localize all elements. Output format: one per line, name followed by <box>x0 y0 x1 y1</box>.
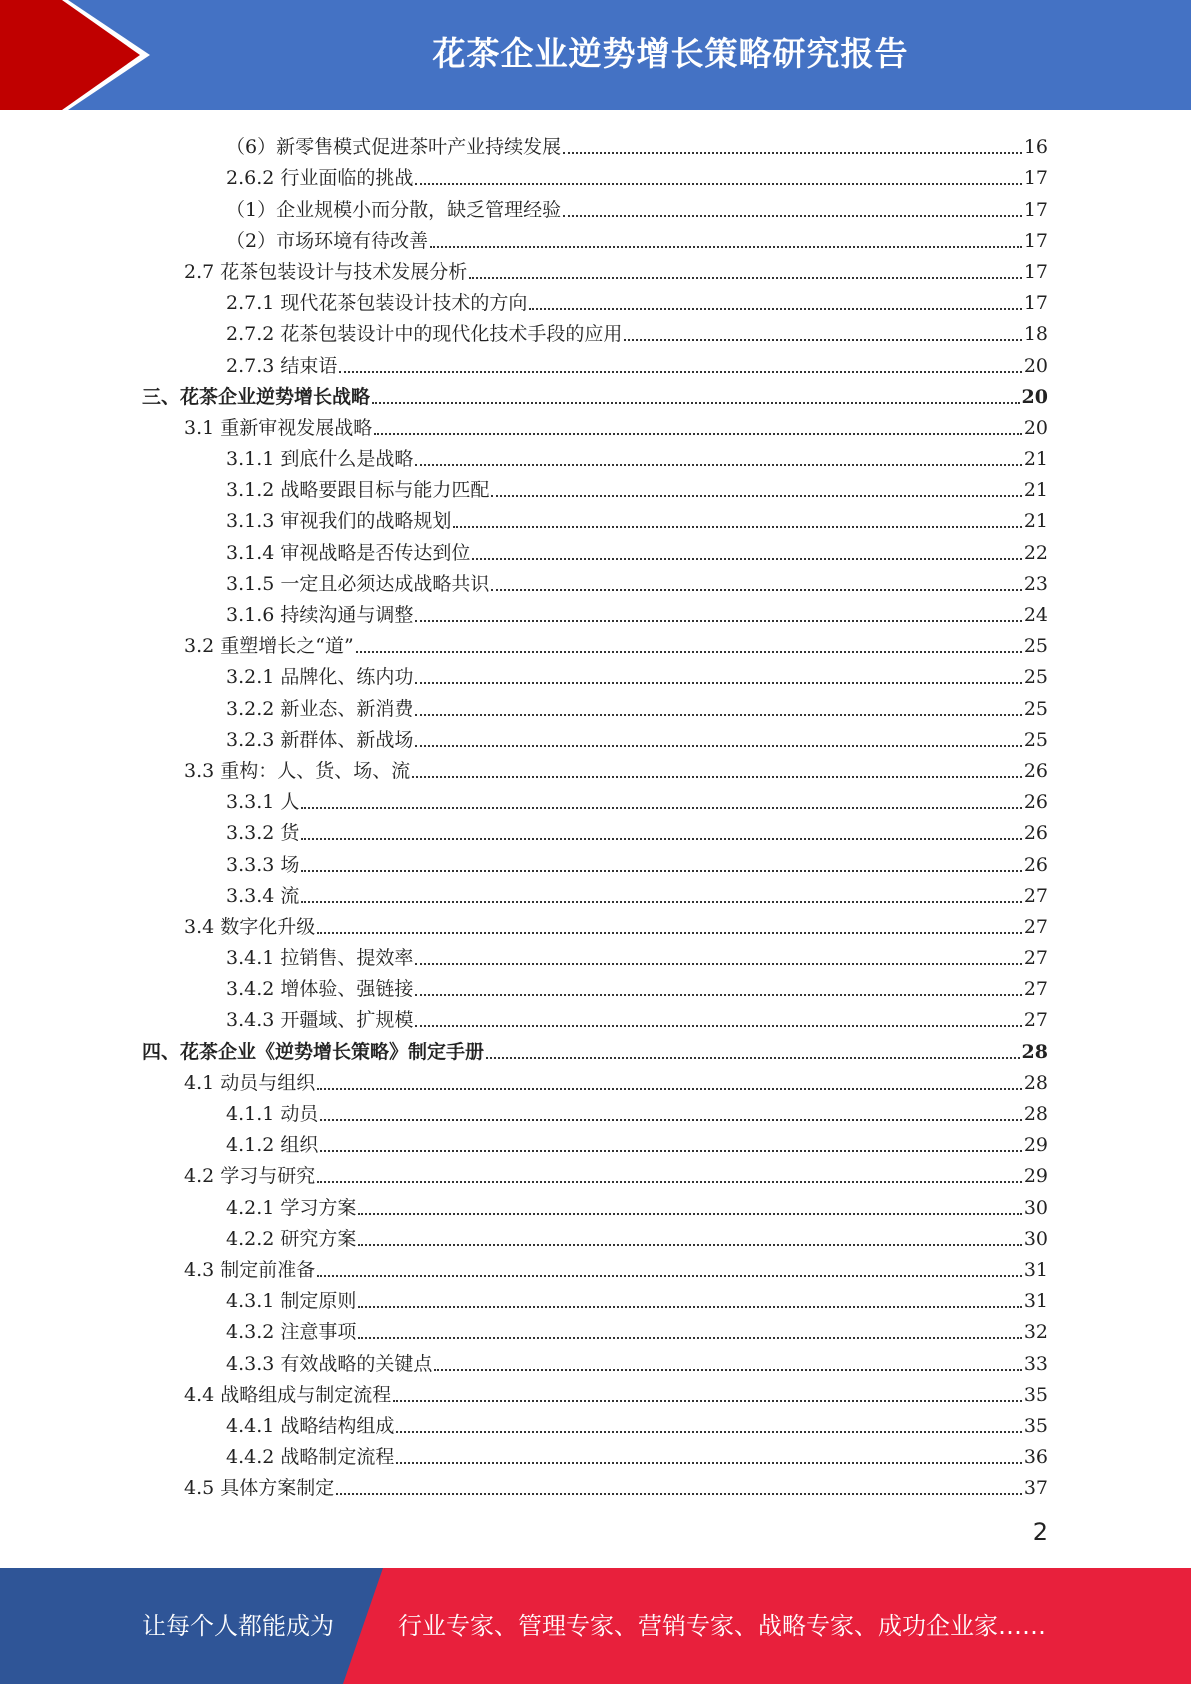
toc-entry-title: 3.4.2 增体验、强链接 <box>226 978 414 1001</box>
toc-dot-leader <box>301 901 1021 903</box>
toc-entry[interactable] <box>0 877 1191 908</box>
toc-entry[interactable] <box>0 1438 1191 1469</box>
toc-entry-page: 17 <box>1023 167 1048 190</box>
toc-entry-title: 4.1.2 组织 <box>226 1134 319 1157</box>
toc-entry-page: 31 <box>1023 1258 1048 1281</box>
toc-entry-page: 28 <box>1021 1040 1048 1063</box>
report-title: 花茶企业逆势增长策略研究报告 <box>432 34 909 73</box>
toc-entry[interactable] <box>0 689 1191 720</box>
toc-entry-page: 20 <box>1023 416 1048 439</box>
toc-entry-title: 2.7.2 花茶包装设计中的现代化技术手段的应用 <box>226 323 623 346</box>
toc-dot-leader <box>415 464 1021 466</box>
toc-entry-title: 4.2.1 学习方案 <box>226 1196 357 1219</box>
toc-entry[interactable] <box>0 190 1191 221</box>
toc-entry[interactable] <box>0 1001 1191 1032</box>
toc-entry[interactable] <box>0 596 1191 627</box>
toc-entry[interactable] <box>0 1220 1191 1251</box>
toc-entry[interactable] <box>0 346 1191 377</box>
toc-entry-title: 3.1 重新审视发展战略 <box>184 416 373 439</box>
toc-dot-leader <box>415 994 1021 996</box>
toc-entry[interactable] <box>0 814 1191 845</box>
toc-dot-leader <box>358 1213 1021 1215</box>
toc-entry-title: 4.3.3 有效战略的关键点 <box>226 1352 433 1375</box>
footer-slogan: 让每个人都能成为 <box>142 1612 334 1640</box>
toc-entry-page: 23 <box>1023 572 1048 595</box>
toc-entry[interactable] <box>0 502 1191 533</box>
toc-dot-leader <box>563 152 1022 154</box>
toc-entry[interactable] <box>0 1251 1191 1282</box>
toc-entry-page: 26 <box>1023 853 1048 876</box>
toc-dot-leader <box>529 308 1021 310</box>
toc-entry[interactable] <box>0 409 1191 440</box>
toc-dot-leader <box>434 1369 1021 1371</box>
toc-entry-page: 22 <box>1023 541 1048 564</box>
toc-dot-leader <box>336 1493 1022 1495</box>
toc-entry-title: 3.2.2 新业态、新消费 <box>226 697 414 720</box>
toc-entry-page: 21 <box>1023 510 1048 533</box>
toc-entry-page: 31 <box>1023 1290 1048 1313</box>
toc-entry[interactable] <box>0 222 1191 253</box>
toc-entry-title: 3.2 重塑增长之“道” <box>184 635 354 658</box>
toc-entry-title: 三、花茶企业逆势增长战略 <box>142 385 371 408</box>
toc-entry[interactable] <box>0 1157 1191 1188</box>
toc-entry-title: 2.7.3 结束语 <box>226 354 338 377</box>
toc-entry-page: 20 <box>1023 354 1048 377</box>
toc-entry-title: 3.3.2 货 <box>226 822 300 845</box>
toc-entry-title: （1）企业规模小而分散，缺乏管理经验 <box>226 198 562 221</box>
toc-entry-page: 35 <box>1023 1414 1048 1437</box>
toc-entry[interactable] <box>0 128 1191 159</box>
toc-dot-leader <box>415 1025 1021 1027</box>
toc-entry-page: 28 <box>1023 1071 1048 1094</box>
toc-entry-title: 4.4.1 战略结构组成 <box>226 1414 395 1437</box>
toc-entry-title: 3.3 重构：人、货、场、流 <box>184 759 411 782</box>
toc-entry-page: 29 <box>1023 1134 1048 1157</box>
toc-dot-leader <box>412 776 1022 778</box>
toc-entry-page: 20 <box>1021 385 1048 408</box>
toc-entry-page: 27 <box>1023 978 1048 1001</box>
toc-dot-leader <box>374 433 1022 435</box>
toc-dot-leader <box>396 1462 1021 1464</box>
toc-dot-leader <box>372 402 1020 404</box>
toc-entry[interactable] <box>0 721 1191 752</box>
toc-entry-page: 27 <box>1023 915 1048 938</box>
toc-entry-title: 4.1.1 动员 <box>226 1103 319 1125</box>
toc-entry-title: （2）市场环境有待改善 <box>226 229 429 252</box>
toc-dot-leader <box>320 1150 1021 1152</box>
toc-entry[interactable] <box>0 315 1191 346</box>
toc-entry-page: 25 <box>1023 728 1048 751</box>
toc-dot-leader <box>339 371 1021 373</box>
toc-entry-page: 28 <box>1023 1103 1048 1125</box>
toc-entry[interactable] <box>0 159 1191 190</box>
toc-entry[interactable] <box>0 908 1191 939</box>
toc-entry-title: 4.3.2 注意事项 <box>226 1321 357 1344</box>
toc-entry-page: 17 <box>1023 292 1048 315</box>
toc-dot-leader <box>469 277 1022 279</box>
toc-dot-leader <box>430 246 1022 248</box>
toc-dot-leader <box>491 495 1021 497</box>
toc-entry-title: 3.3.4 流 <box>226 884 300 907</box>
toc-dot-leader <box>472 558 1021 560</box>
toc-entry-page: 21 <box>1023 448 1048 471</box>
toc-entry[interactable] <box>0 1376 1191 1407</box>
toc-entry-page: 30 <box>1023 1196 1048 1219</box>
toc-entry-title: 3.1.2 战略要跟目标与能力匹配 <box>226 479 490 502</box>
toc-dot-leader <box>491 589 1021 591</box>
toc-entry[interactable] <box>0 1095 1191 1126</box>
toc-dot-leader <box>415 714 1021 716</box>
toc-entry[interactable] <box>0 533 1191 564</box>
toc-entry-page: 26 <box>1023 759 1048 782</box>
toc-dot-leader <box>415 745 1021 747</box>
toc-dot-leader <box>415 963 1021 965</box>
toc-entry-page: 25 <box>1023 697 1048 720</box>
toc-entry-title: 2.7.1 现代花茶包装设计技术的方向 <box>226 292 528 315</box>
toc-entry-page: 32 <box>1023 1321 1048 1344</box>
toc-entry-title: 3.1.1 到底什么是战略 <box>226 448 414 471</box>
toc-entry-title: 2.6.2 行业面临的挑战 <box>226 167 414 190</box>
toc-dot-leader <box>415 620 1021 622</box>
toc-dot-leader <box>358 1337 1021 1339</box>
toc-dot-leader <box>317 1181 1022 1183</box>
toc-entry-title: 4.1 动员与组织 <box>184 1071 316 1094</box>
toc-dot-leader <box>301 870 1021 872</box>
toc-entry-page: 17 <box>1023 229 1048 252</box>
toc-entry[interactable] <box>0 378 1191 409</box>
toc-dot-leader <box>453 526 1021 528</box>
toc-dot-leader <box>563 215 1022 217</box>
toc-entry[interactable] <box>0 471 1191 502</box>
toc-entry[interactable] <box>0 1126 1191 1157</box>
toc-entry-title: 3.3.1 人 <box>226 791 300 814</box>
table-of-contents <box>0 128 1191 1500</box>
toc-entry-title: 2.7 花茶包装设计与技术发展分析 <box>184 260 468 283</box>
toc-entry-page: 37 <box>1023 1477 1048 1500</box>
toc-entry-page: 21 <box>1023 479 1048 502</box>
toc-entry-page: 18 <box>1023 323 1048 346</box>
toc-entry-title: 4.2.2 研究方案 <box>226 1227 357 1250</box>
toc-dot-leader <box>393 1400 1022 1402</box>
toc-dot-leader <box>358 1306 1021 1308</box>
toc-entry-page: 27 <box>1023 1009 1048 1032</box>
toc-entry-page: 16 <box>1023 136 1048 159</box>
toc-entry-title: 3.4.1 拉销售、提效率 <box>226 947 414 970</box>
toc-dot-leader <box>317 1275 1022 1277</box>
toc-entry[interactable] <box>0 752 1191 783</box>
page-number: 2 <box>1032 1518 1048 1546</box>
toc-entry-page: 36 <box>1023 1446 1048 1469</box>
toc-entry[interactable] <box>0 1313 1191 1344</box>
toc-entry-title: （6）新零售模式促进茶叶产业持续发展 <box>226 136 562 159</box>
toc-entry[interactable] <box>0 627 1191 658</box>
toc-entry[interactable] <box>0 1032 1191 1063</box>
toc-entry[interactable] <box>0 1064 1191 1095</box>
toc-dot-leader <box>320 1119 1021 1121</box>
toc-entry-page: 26 <box>1023 822 1048 845</box>
toc-entry-page: 25 <box>1023 635 1048 658</box>
toc-entry-page: 17 <box>1023 198 1048 221</box>
toc-dot-leader <box>356 651 1022 653</box>
toc-dot-leader <box>415 682 1021 684</box>
toc-entry[interactable] <box>0 658 1191 689</box>
toc-entry-title: 3.1.4 审视战略是否传达到位 <box>226 541 471 564</box>
toc-entry-title: 4.3.1 制定原则 <box>226 1290 357 1313</box>
toc-entry[interactable] <box>0 440 1191 471</box>
toc-entry-title: 4.4.2 战略制定流程 <box>226 1446 395 1469</box>
header-arrow-decoration <box>0 0 150 110</box>
toc-entry-page: 27 <box>1023 947 1048 970</box>
toc-entry[interactable] <box>0 1407 1191 1438</box>
toc-entry-page: 25 <box>1023 666 1048 689</box>
toc-dot-leader <box>301 807 1021 809</box>
toc-entry-title: 3.1.5 一定且必须达成战略共识 <box>226 572 490 595</box>
toc-dot-leader <box>624 339 1021 341</box>
page-footer <box>0 1568 1191 1684</box>
toc-entry-page: 30 <box>1023 1227 1048 1250</box>
toc-entry[interactable] <box>0 565 1191 596</box>
toc-entry[interactable] <box>0 970 1191 1001</box>
toc-entry-page: 27 <box>1023 884 1048 907</box>
toc-entry-title: 4.3 制定前准备 <box>184 1258 316 1281</box>
toc-entry-title: 3.1.3 审视我们的战略规划 <box>226 510 452 533</box>
toc-entry-title: 3.1.6 持续沟通与调整 <box>226 604 414 626</box>
toc-dot-leader <box>301 838 1021 840</box>
toc-entry[interactable] <box>0 1344 1191 1375</box>
toc-entry-page: 26 <box>1023 791 1048 814</box>
toc-entry-page: 33 <box>1023 1352 1048 1375</box>
toc-entry-title: 3.3.3 场 <box>226 853 300 876</box>
toc-dot-leader <box>317 1088 1022 1090</box>
toc-entry-title: 3.4.3 开疆域、扩规模 <box>226 1009 414 1032</box>
toc-entry-page: 35 <box>1023 1383 1048 1406</box>
toc-entry-page: 29 <box>1023 1165 1048 1188</box>
toc-entry[interactable] <box>0 939 1191 970</box>
toc-entry-page: 17 <box>1023 260 1048 283</box>
toc-entry[interactable] <box>0 845 1191 876</box>
toc-entry-title: 4.5 具体方案制定 <box>184 1477 335 1500</box>
toc-dot-leader <box>415 183 1021 185</box>
toc-entry-title: 4.4 战略组成与制定流程 <box>184 1383 392 1406</box>
toc-dot-leader <box>396 1431 1021 1433</box>
toc-entry[interactable] <box>0 1188 1191 1219</box>
toc-entry[interactable] <box>0 1469 1191 1500</box>
toc-entry-title: 3.2.3 新群体、新战场 <box>226 728 414 751</box>
toc-entry[interactable] <box>0 253 1191 284</box>
toc-entry-title: 4.2 学习与研究 <box>184 1165 316 1188</box>
toc-dot-leader <box>486 1057 1020 1059</box>
toc-entry-page: 24 <box>1023 604 1048 626</box>
toc-entry-title: 3.4 数字化升级 <box>184 915 316 938</box>
toc-entry-title: 3.2.1 品牌化、练内功 <box>226 666 414 689</box>
toc-entry[interactable] <box>0 284 1191 315</box>
page-header <box>0 0 1191 110</box>
footer-roles: 行业专家、管理专家、营销专家、战略专家、成功企业家…… <box>398 1612 1046 1640</box>
toc-entry[interactable] <box>0 783 1191 814</box>
toc-dot-leader <box>358 1244 1021 1246</box>
toc-dot-leader <box>317 932 1022 934</box>
toc-entry[interactable] <box>0 1282 1191 1313</box>
toc-entry-title: 四、花茶企业《逆势增长策略》制定手册 <box>142 1040 485 1063</box>
